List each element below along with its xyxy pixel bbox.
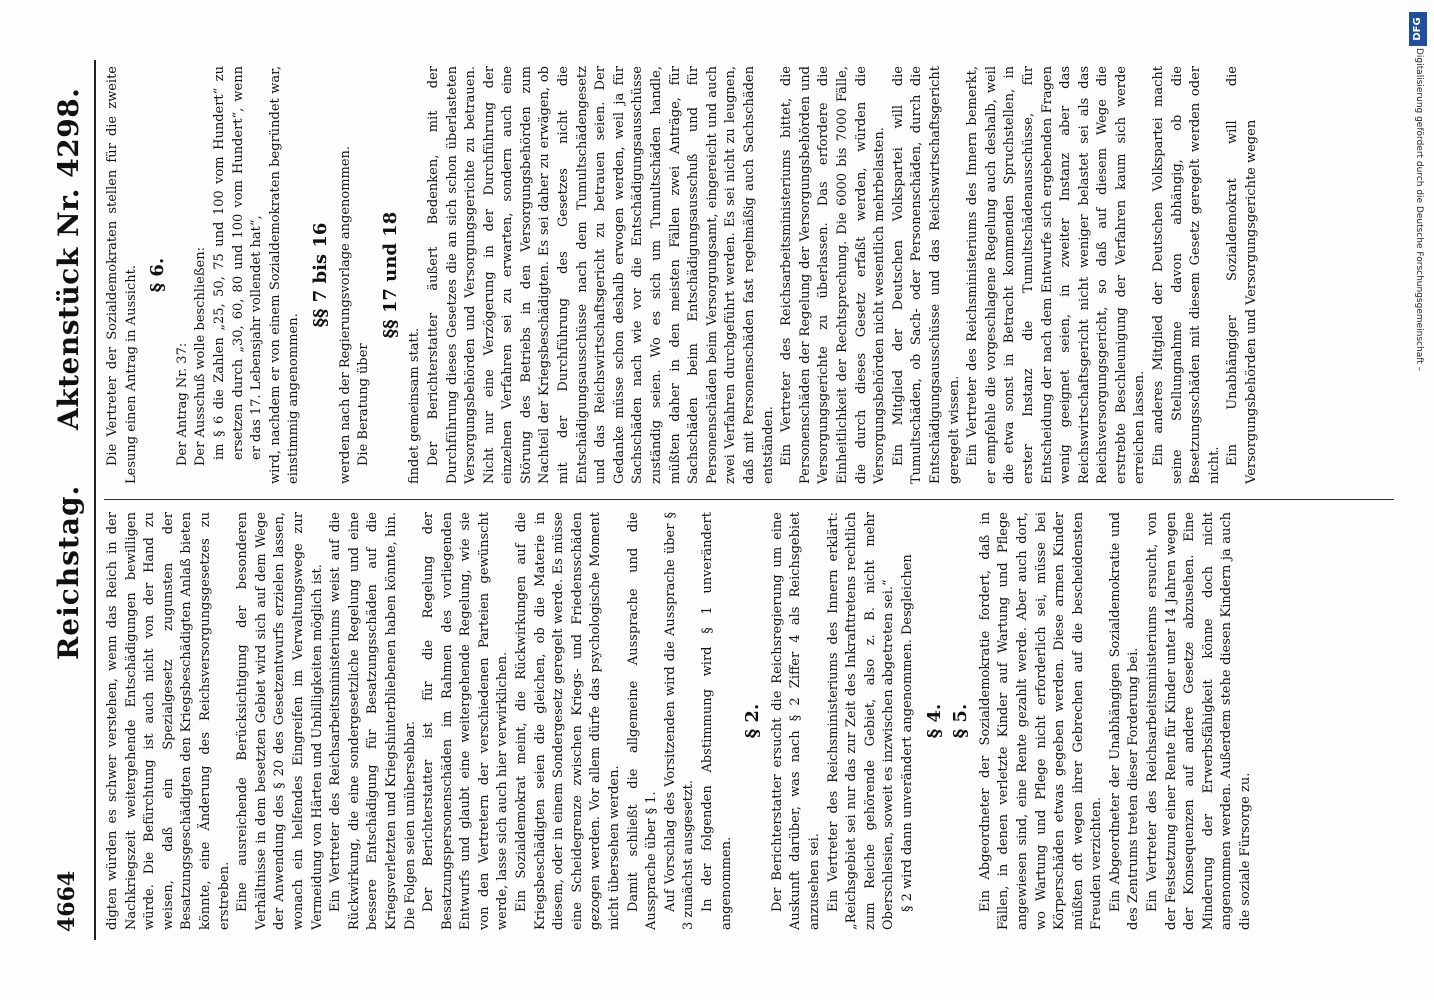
page-number: 4664: [54, 870, 80, 932]
section-heading: § 5.: [950, 703, 972, 739]
paragraph: Ein Abgeordneter der Unabhängigen Sozialdemokratie und des Zentrums treten dieser Forderung bei.: [1107, 512, 1142, 930]
paragraph: Damit schließt die allgemeine Aussprache und die Aussprache über § 1.: [625, 512, 660, 930]
dfg-sidebar: [1406, 8, 1430, 988]
paragraph: Der Berichterstatter ersucht die Reichsregierung um eine Auskunft darüber, was nach § 2 Ziffer 4 als Reichsgebiet anzusehen sei.: [769, 512, 822, 930]
paragraph: Ein Vertreter des Reichsarbeitsministeriums ersucht, von der Festsetzung einer Rente für Kinder unter 14 Jahren wegen der Konsequenzen auf andere Gesetze abzusehen. Eine Minderung der Erwerbsfähigkeit könne doch nicht angenommen werden. Außerdem stehe diesen Kindern ja auch die soziale Fürsorge zu.: [1145, 512, 1254, 930]
left-column: [104, 512, 1256, 930]
header-title: Reichstag.: [52, 484, 85, 660]
paragraph: Eine ausreichende Berücksichtigung der besonderen Verhältnisse in dem besetzten Gebiet wird sich auf dem Wege der Anwendung des § 20 des Gesetzentwurfs erzielen lassen, wonach ein helfendes Eingreifen im Verwaltungswege zur Vermeidung von Härten und Unbilligkeiten möglich ist.: [235, 512, 325, 930]
section-heading: § 2.: [742, 703, 764, 739]
paragraph: Auf Vorschlag des Vorsitzenden wird die Aussprache über § 3 zunächst ausgesetzt.: [662, 512, 697, 930]
paragraph: wird, nachdem er von einem Sozialdemokraten begründet war, einstimmig angenommen.: [267, 66, 302, 484]
paragraph: findet gemeinsam statt.: [407, 327, 423, 484]
paragraph: digten würden es schwer verstehen, wenn das Reich in der Nachkriegszeit weitergehende Entschädigungen bewilligen würde. Die Befürchtung ist auch nicht von der Hand zu weisen, daß ein Spezialgesetz zugunsten der Besatzungsgeschädigten den Kriegsbeschädigten Anlaß bieten könnte, eine Änderung des Reichsversorgungsgesetzes zu erstreben.: [105, 512, 232, 930]
paragraph: Ein Abgeordneter der Sozialdemokratie fordert, daß in Fällen, in denen verletzte Kinder auf Wartung und Pflege angewiesen sind, eine Rente gezahlt werde. Aber auch dort, wo Wartung und Pflege nicht erforderlich sei, müsse bei Körperschäden etwas gegeben werden. Diese armen Kinder müßten oft wegen ihrer Gebrechen auf die bescheidensten Freuden verzichten.: [977, 512, 1105, 930]
paragraph: Die Beratung über: [356, 343, 372, 466]
paragraph: Der Berichterstatter ist für die Regelung der Besatzungspersonenschäden im Rahmen des vorliegenden Entwurfs und glaubt eine weitergehende Regelung, wie sie von den Vertretern der verschiedenen Parteien gewünscht werde, lasse sich auch hier verwirklichen.: [421, 512, 511, 930]
paragraph: Ein Sozialdemokrat meint, die Rückwirkungen auf die Kriegsbeschädigten seien die gleichen, ob die Materie in diesem, oder in einem Sondergesetz geregelt werde. Es müsse eine Scheidegrenze zwischen Kriegs- und Friedensschäden gezogen werden. Vor allem dürfe das psychologische Moment nicht übersehen werden.: [514, 512, 623, 930]
paragraph: Ein Vertreter des Reichsministeriums des Innern bemerkt, er empfehle die vorgeschlagene Regelung auch deshalb, weil die etwa sonst in Betracht kommenden Spruchstellen, in erster Instanz die Tumultschädenausschüsse, für Entscheidung der nach dem Entwurfe sich ergebenden Fragen wenig geeignet seien, in zweiter Instanz aber das Reichswirtschaftsgericht nicht weniger belastet sei als das Reichsversorgungsgericht, so daß auf diesem Wege die erstrebte Beschleunigung der Verfahren kaum sich werde erreichen lassen.: [965, 66, 1148, 484]
paragraph: Ein Unabhängiger Sozialdemokrat will die Versorgungsbehörden und Versorgungsgerichte wegen: [1225, 66, 1260, 484]
right-column: [104, 66, 1262, 484]
paragraph: § 2 wird dann unverändert angenommen. Desgleichen: [899, 554, 915, 912]
column-divider: [104, 499, 1394, 500]
paragraph: werden nach der Regierungsvorlage angenommen.: [337, 145, 353, 484]
section-heading: §§ 7 bis 16: [309, 222, 331, 328]
paragraph: Ein Vertreter des Reichsministeriums des Innern erklärt: „Reichsgebiet sei nur das zur Zeit des Inkrafttretens rechtlich zum Reiche gehörende Gebiet, also z. B. nicht mehr Oberschlesien, soweit es inzwischen abgetreten sei.“: [825, 512, 897, 930]
paragraph: Die Vertreter der Sozialdemokraten stellen für die zweite Lesung einen Antrag in Aussicht.: [105, 66, 139, 484]
header-rule: [94, 60, 96, 940]
section-heading: §§ 17 und 18: [379, 211, 401, 339]
paragraph: Der Antrag Nr. 37:: [174, 342, 190, 466]
paragraph: Der Berichterstatter äußert Bedenken, mit der Durchführung dieses Gesetzes die an sich schon überlasteten Versorgungsbehörden und Versorgungsgerichte zu betrauen. Nicht nur eine Verzögerung in der Durchführung der einzelnen Verfahren sei zu erwarten, sondern auch eine Störung des Betriebs in den Versorgungsbehörden zum Nachteil der Kriegsbeschädigten. Es sei daher zu erwägen, ob mit der Durchführung des Gesetzes nicht die Entschädigungsausschüsse nach dem Tumultschädengesetz und das Reichswirtschaftsgericht zu betrauen seien. Der Gedanke müsse schon deshalb erwogen werden, weil ja für Sachschäden nach wie vor die Entschädigungsausschüsse zuständig seien. Wo es sich um Tumultschäden handle, müßten daher in den meisten Fällen zwei Anträge, für Sachschäden beim Entschädigungsausschuß und für Personenschäden beim Versorgungsamt, eingereicht und auch zwei Verfahren durchgeführt werden. Es sei nicht zu leugnen, daß mit Personenschäden fast regelmäßig auch Sachschäden entständen.: [425, 66, 776, 484]
paragraph: Ein anderes Mitglied der Deutschen Volkspartei macht seine Stellungnahme davon abhängig, ob die Besetzungsschäden mit diesem Gesetz geregelt werden oder nicht.: [1151, 66, 1222, 484]
paragraph: Ein Mitglied der Deutschen Volkspartei will die Tumultschäden, ob Sach- oder Personenschäden, durch die Entschädigungsausschüsse und das Reichswirtschaftsgericht geregelt wissen.: [890, 66, 962, 484]
paragraph: Ein Vertreter des Reichsarbeitsministeriums bittet, die Personenschäden der Regelung der Versorgungsbehörden und Versorgungsgerichte zu überlassen. Das erfordere die Einheitlichkeit der Rechtsprechung. Die 6000 bis 7000 Fälle, die durch dieses Gesetz erfaßt werden, würden die Versorgungsbehörden nicht wesentlich mehrbelasten.: [779, 66, 888, 484]
page-header: [52, 0, 88, 1000]
document-reference: Aktenstück Nr. 4298.: [52, 87, 85, 430]
quoted-motion: im § 6 die Zahlen „25, 50, 75 und 100 vom Hundert“ zu ersetzen durch „30, 60, 80 und 100 vom Hundert“, wenn er das 17. Lebensjahr vollendet hat“,: [211, 66, 265, 460]
paragraph: In der folgenden Abstimmung wird § 1 unverändert angenommen.: [700, 512, 734, 930]
dfg-logo: DFG: [1409, 12, 1427, 46]
dfg-funding-note: Digitalisierung gefördert durch die Deutsche Forschungsgemeinschaft –: [1414, 48, 1424, 372]
section-heading: § 6.: [147, 257, 169, 293]
paragraph: Der Ausschuß wolle beschließen:: [193, 247, 209, 466]
paragraph: Ein Vertreter des Reichsarbeitsministeriums weist auf die Rückwirkung, die eine sondergesetzliche Regelung und eine bessere Entschädigung für Besatzungsschäden auf die Kriegsverletzten und Kriegshinterbliebenen haben könnte, hin. Die Folgen seien unübersehbar.: [328, 512, 418, 930]
section-heading: § 4.: [923, 703, 945, 739]
